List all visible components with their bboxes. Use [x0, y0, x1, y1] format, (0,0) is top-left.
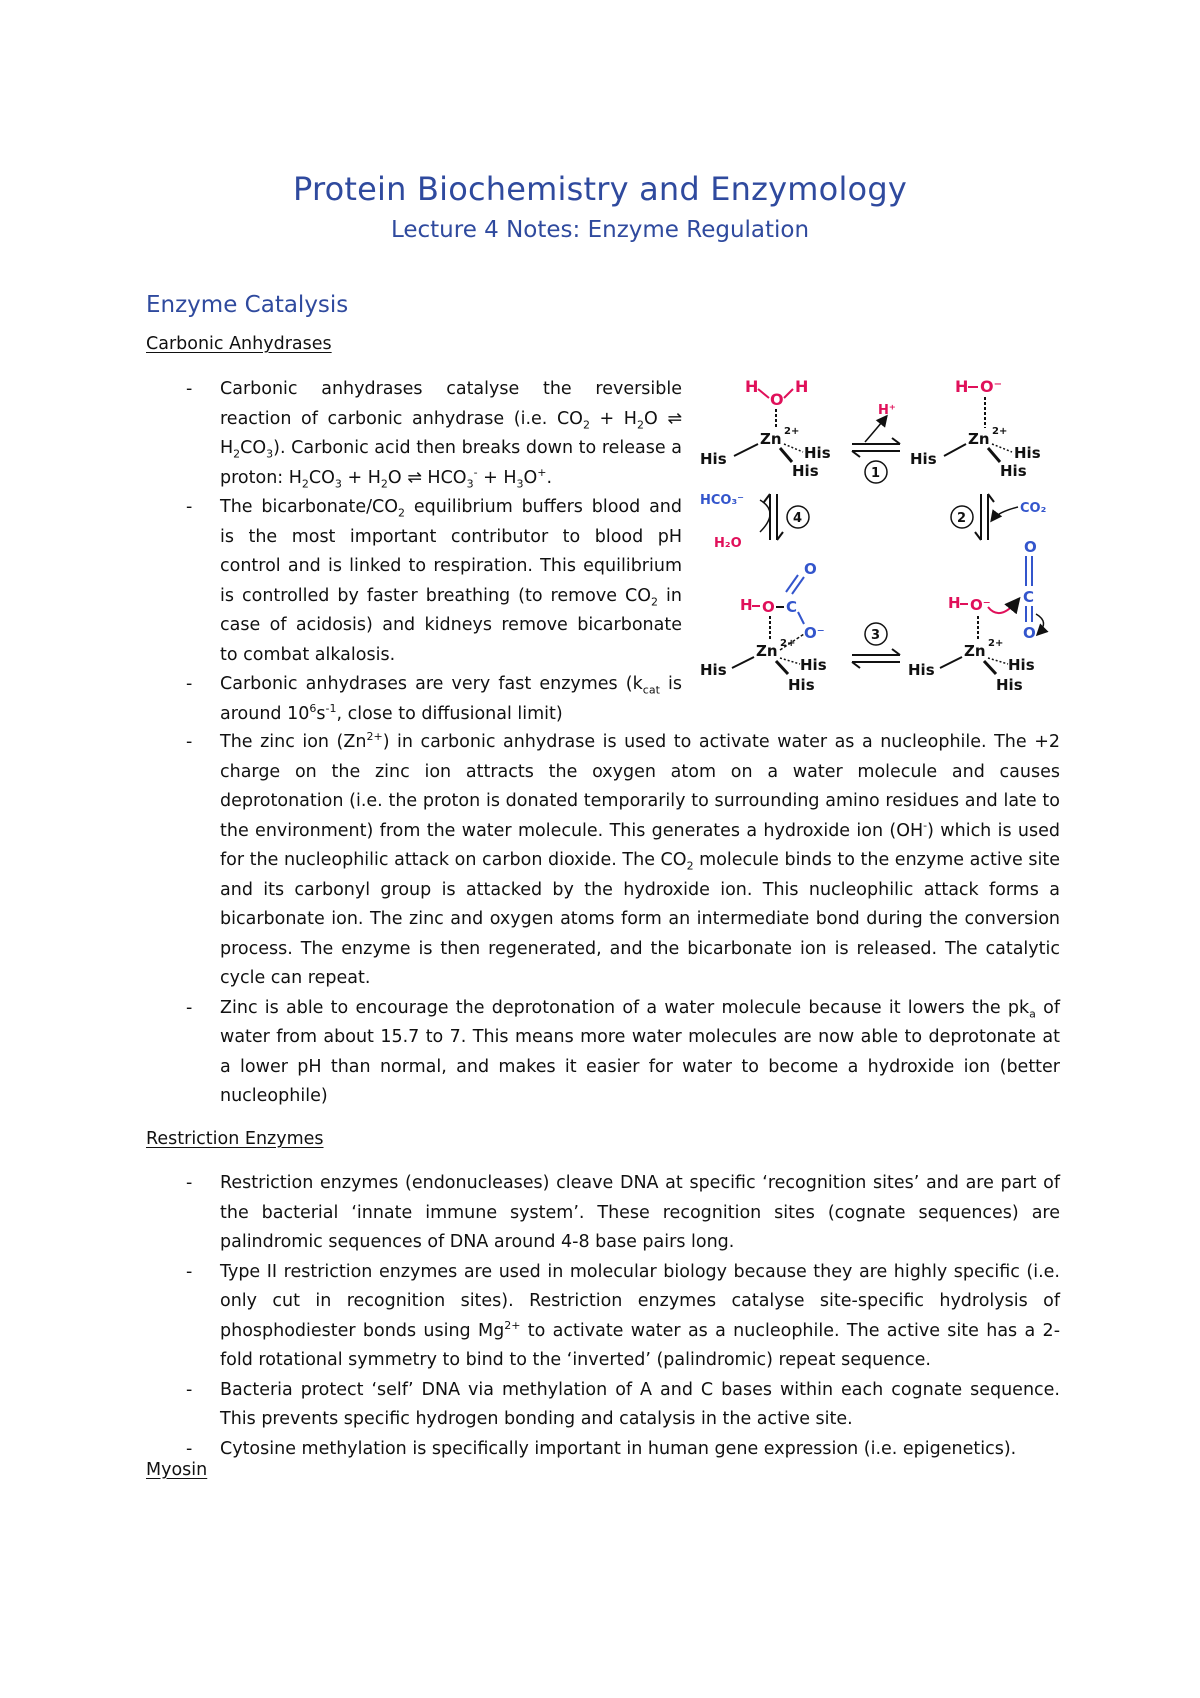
document-title: Protein Biochemistry and Enzymology — [293, 170, 907, 208]
svg-text:His: His — [700, 450, 727, 468]
zn-water-complex — [700, 377, 831, 480]
svg-text:Zn: Zn — [760, 430, 782, 448]
carbonic-bullets-narrow — [146, 375, 682, 729]
list-item: - Carbonic anhydrases catalyse the reversible reaction of carbonic anhydrase (i.e. $CO_2 + H_2O$ ⇌ $H_2CO_3$). Carbonic acid then breaks down to release a proton: $H_2CO_3 + H_2O$ ⇌ $HCO_3^- + H_3O^+$. — [186, 379, 682, 490]
section-heading-enzyme-catalysis: Enzyme Catalysis — [146, 292, 349, 318]
list-item: - Zinc is able to encourage the deprotonation of a water molecule because it lowers the $pk_a$ of water from about 15.7 to 7. This means more water molecules are now able to deprotonate at a lower pH than normal, and makes it easier for water to become a hydroxide ion (better nucleophile) — [186, 997, 1060, 1106]
svg-text:His: His — [1000, 462, 1027, 480]
svg-text:Zn: Zn — [756, 642, 778, 660]
zn-hydroxide-complex — [910, 377, 1041, 480]
svg-text:O: O — [770, 390, 784, 409]
svg-text:4: 4 — [793, 511, 803, 526]
zn-co2-complex — [908, 538, 1044, 694]
svg-text:Zn: Zn — [968, 430, 990, 448]
svg-text:O: O — [1024, 538, 1037, 556]
svg-text:O: O — [762, 598, 775, 616]
step-3-arrows — [852, 623, 900, 668]
carbonic-anhydrase-cycle-figure — [700, 372, 1070, 717]
svg-text:H: H — [955, 377, 969, 396]
svg-text:H: H — [740, 596, 753, 614]
zn-bicarbonate-complex — [700, 560, 827, 694]
svg-text:O⁻: O⁻ — [980, 377, 1003, 396]
svg-text:His: His — [910, 450, 937, 468]
list-item: - Cytosine methylation is specifically important in human gene expression (i.e. epigenetics). — [186, 1438, 1017, 1459]
cycle-diagram — [700, 372, 1070, 717]
svg-text:His: His — [800, 656, 827, 674]
document-subtitle: Lecture 4 Notes: Enzyme Regulation — [390, 217, 810, 243]
svg-text:2+: 2+ — [992, 426, 1008, 437]
list-item: - Restriction enzymes (endonucleases) cleave DNA at specific ‘recognition sites’ and are part of the bacterial ‘innate immune system’. These recognition sites (cognate sequences) are palindromic sequences of DNA around 4-8 base pairs long. — [186, 1173, 1060, 1252]
svg-text:O: O — [804, 560, 817, 578]
subheading-restriction-enzymes: Restriction Enzymes — [146, 1129, 324, 1149]
svg-text:His: His — [700, 661, 727, 679]
svg-text:His: His — [1008, 656, 1035, 674]
subheading-carbonic-anhydrases: Carbonic Anhydrases — [146, 334, 332, 354]
list-item: - The bicarbonate/$CO_2$ equilibrium buffers blood and is the most important contributor to blood pH control and is linked to respiration. This equilibrium is controlled by faster breathing (to remove $CO_2$ in case of acidosis) and kidneys remove bicarbonate to combat alkalosis. — [186, 497, 682, 665]
svg-text:CO₂: CO₂ — [1020, 501, 1047, 516]
svg-text:His: His — [1014, 444, 1041, 462]
svg-text:Zn: Zn — [964, 642, 986, 660]
list-item: - The zinc ion $(Zn^{2+})$ in carbonic anhydrase is used to activate water as a nucleophile. The +2 charge on the zinc ion attracts the oxygen atom on a water molecule and causes deprotonation (i.e. the proton is donated temporarily to surrounding amino residues and late to the environment) from the water molecule. This generates a hydroxide ion (OH-) which is used for the nucleophilic attack on carbon dioxide. The $CO_2$ molecule binds to the enzyme active site and its carbonyl group is attacked by the hydroxide ion. This nucleophilic attack forms a bicarbonate ion. The zinc and oxygen atoms form an intermediate bond during the conversion process. The enzyme is then regenerated, and the bicarbonate ion is released. The catalytic cycle can repeat. — [186, 730, 1060, 988]
list-item: - Bacteria protect ‘self’ DNA via methylation of A and C bases within each cognate sequence. This prevents specific hydrogen bonding and catalysis in the active site. — [186, 1379, 1060, 1429]
step-1-arrows — [852, 403, 900, 483]
svg-text:H: H — [948, 594, 961, 612]
svg-text:O⁻: O⁻ — [970, 596, 991, 614]
svg-text:2+: 2+ — [988, 638, 1004, 649]
svg-text:His: His — [792, 462, 819, 480]
svg-text:His: His — [996, 676, 1023, 694]
subheading-myosin: Myosin — [146, 1460, 208, 1480]
svg-text:2: 2 — [957, 511, 967, 526]
svg-text:H₂O: H₂O — [714, 536, 742, 551]
svg-text:C: C — [786, 598, 798, 616]
svg-text:HCO₃⁻: HCO₃⁻ — [700, 493, 745, 508]
step-4-arrows — [700, 493, 809, 551]
svg-text:1: 1 — [871, 466, 881, 481]
svg-text:H: H — [795, 377, 809, 396]
svg-text:H: H — [745, 377, 759, 396]
svg-text:2+: 2+ — [784, 426, 800, 437]
list-item: - Carbonic anhydrases are very fast enzymes ($k_{cat}$ is around $10^6s^{-1}$, close to diffusional limit) — [186, 674, 683, 724]
svg-text:3: 3 — [871, 628, 881, 643]
svg-text:O: O — [1023, 624, 1036, 642]
svg-text:His: His — [804, 444, 831, 462]
restriction-bullets — [146, 1169, 1060, 1464]
step-2-arrows — [951, 494, 1046, 540]
svg-text:2+: 2+ — [780, 638, 796, 649]
list-item: - Type II restriction enzymes are used in molecular biology because they are highly specific (i.e. only cut in recognition sites). Restriction enzymes catalyse site-specific hydrolysis of phosphodiester bonds using $Mg^{2+}$ to activate water as a nucleophile. The active site has a 2-fold rotational symmetry to bind to the ‘inverted’ (palindromic) repeat sequence. — [186, 1261, 1061, 1370]
svg-text:O⁻: O⁻ — [804, 624, 825, 642]
svg-text:C: C — [1023, 588, 1035, 606]
svg-text:His: His — [788, 676, 815, 694]
svg-text:H⁺: H⁺ — [878, 403, 896, 418]
svg-text:His: His — [908, 661, 935, 679]
carbonic-bullets-wide — [146, 728, 1060, 1112]
